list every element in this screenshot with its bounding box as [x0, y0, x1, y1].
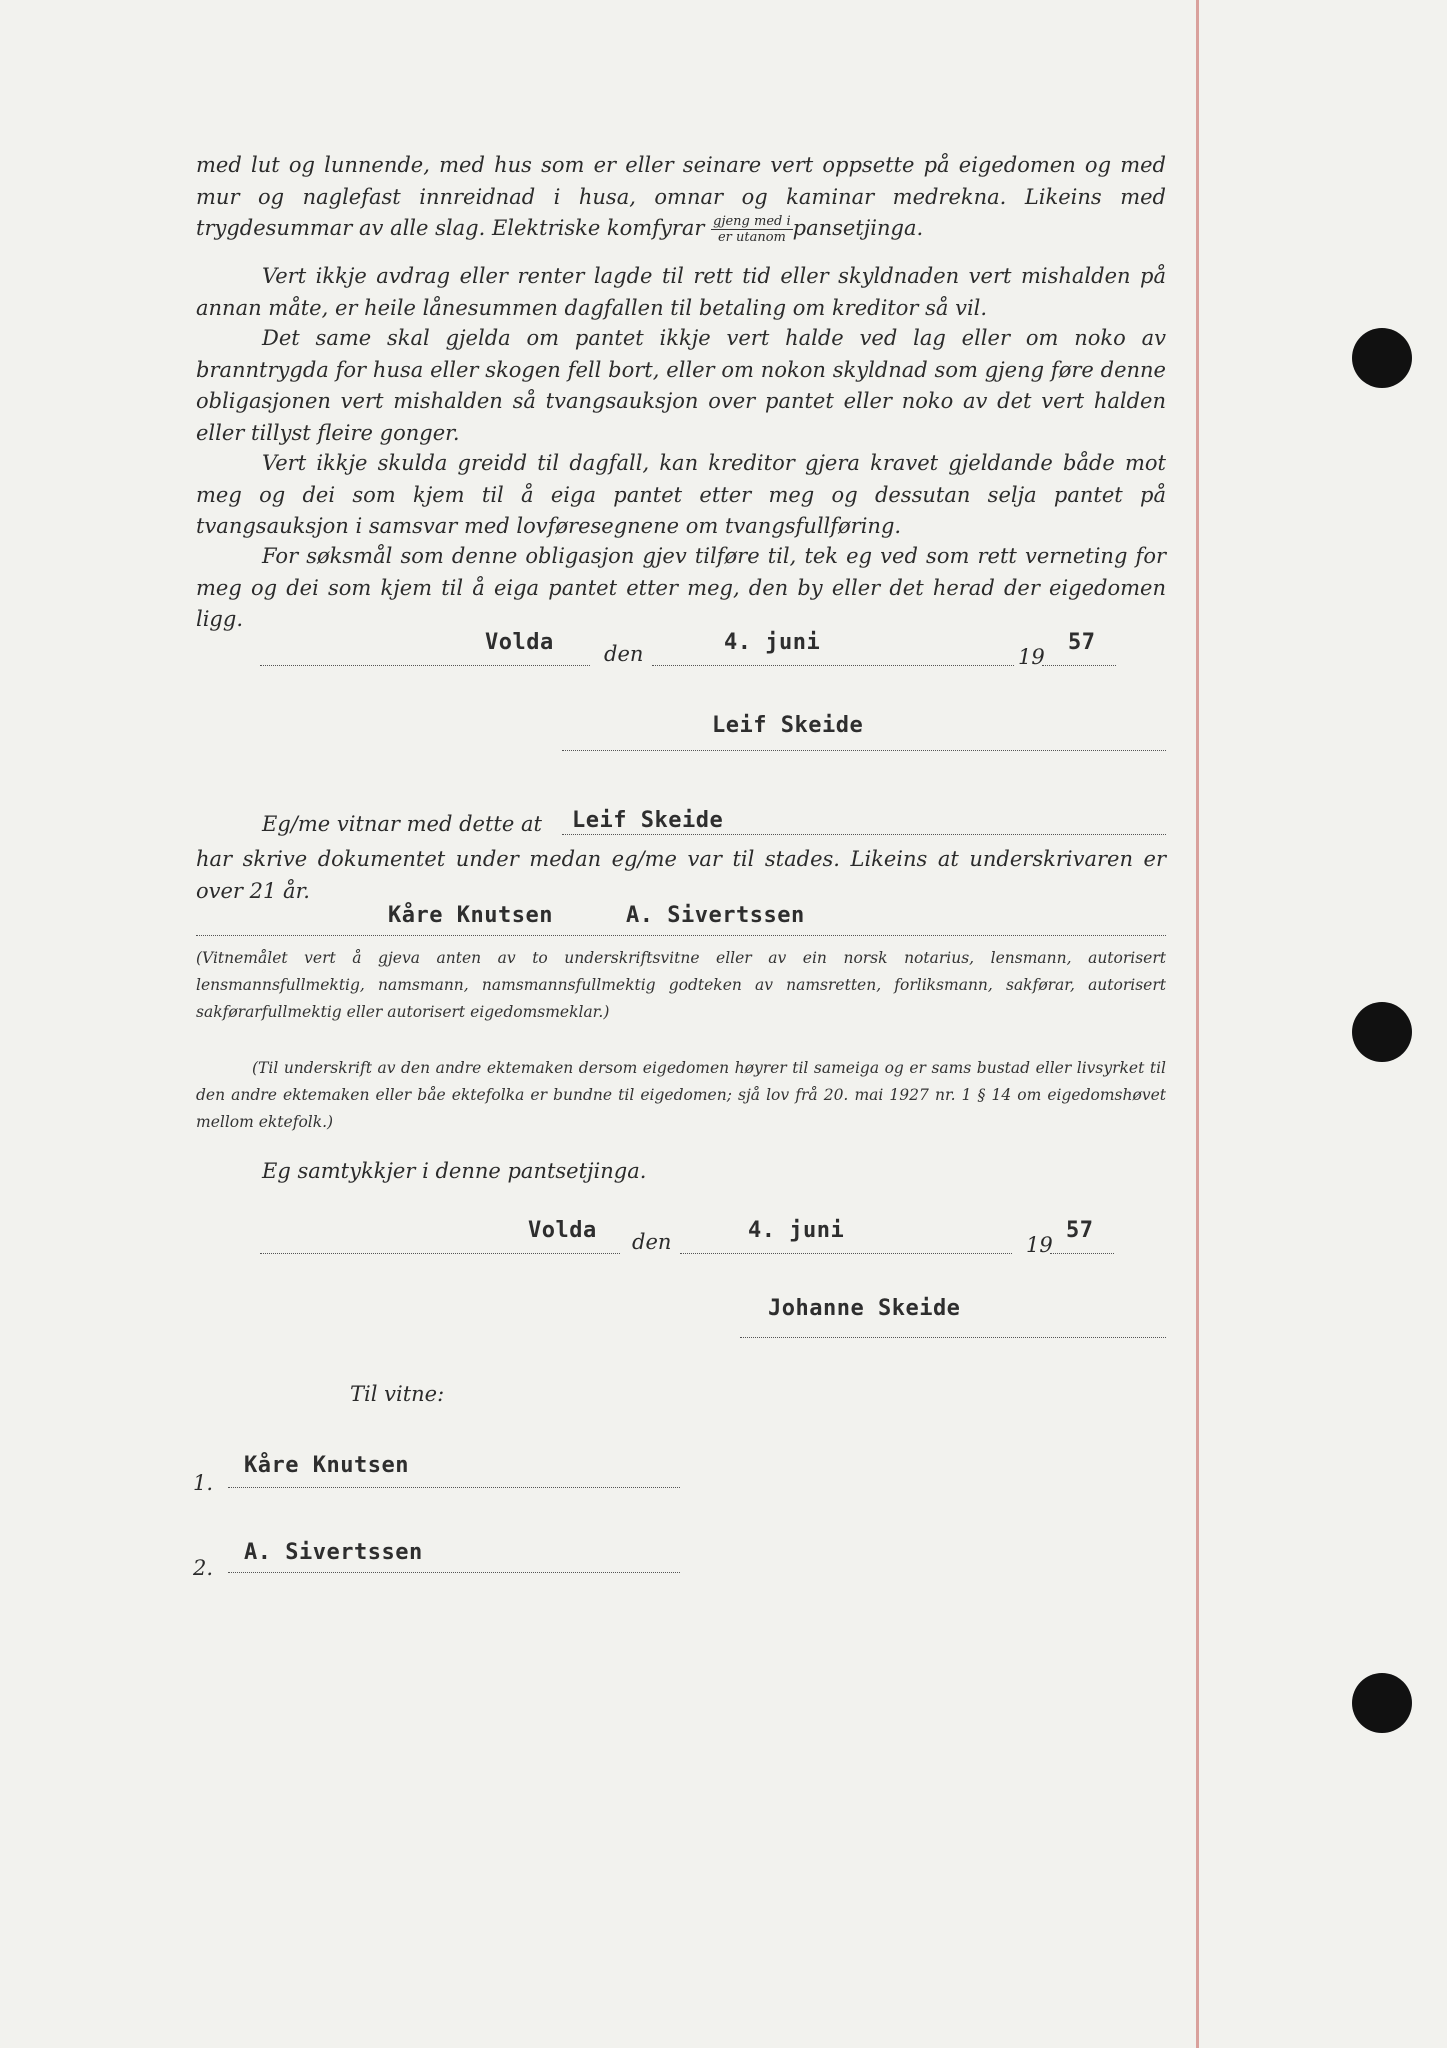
punch-hole-icon: [1352, 1002, 1412, 1062]
year-value: 57: [1068, 630, 1096, 655]
paragraph-insurance: Det same skal gjelda om pantet ikkje vert halde ved lag eller om noko av branntrygda for husa eller skogen fell bort, eller om nokon skyldnad som gjeng føre denne obligasjonen vert mishalden så tvangsauksjon over pantet eller noko av det vert halden eller tillyst fleire gonger.: [196, 326, 1166, 445]
witness-number-1: 1.: [193, 1471, 214, 1495]
fraction-bottom: er utanom: [717, 230, 786, 245]
witness-intro: Eg/me vitnar med dette at: [262, 812, 542, 836]
witness-number-2: 2.: [193, 1556, 214, 1580]
date-line: [680, 1253, 1012, 1254]
final-witness-2: A. Sivertssen: [244, 1540, 423, 1565]
year-line: [1042, 665, 1116, 666]
den-label: den: [632, 1230, 672, 1254]
paragraph-jurisdiction: For søksmål som denne obligasjon gjev tilføre til, tek eg ved som rett verneting for meg og dei som kjem til å eiga pantet etter meg, den by eller det herad der eigedomen ligg.: [196, 544, 1166, 631]
witness-signature-1: Kåre Knutsen: [388, 903, 553, 928]
year-prefix: 19: [1018, 645, 1045, 669]
red-margin-line: [1196, 0, 1199, 2048]
date-value: 4. juni: [724, 630, 821, 655]
spouse-note: (Til underskrift av den andre ektemaken dersom eigedomen høyrer til sameiga og er sams bustad eller livsyrket til den andre ektemaken eller båe ektefolka er bundne til eigedomen; sjå lov frå 20. mai 1927 nr. 1 § 14 om eigedomshøvet mellom ektefolk.): [196, 1059, 1166, 1131]
paragraph-enforcement: Vert ikkje skulda greidd til dagfall, kan kreditor gjera kravet gjeldande både mot meg og dei som kjem til å eiga pantet etter meg og dessutan selja pantet på tvangsauksjon i samsvar med lovføresegnene om tvangsfullføring.: [196, 451, 1166, 538]
punch-hole-icon: [1352, 1673, 1412, 1733]
date-line: [652, 665, 1014, 666]
paragraph-default: Vert ikkje avdrag eller renter lagde til rett tid eller skyldnaden vert mishalden på annan måte, er heile lånesummen dagfallen til betaling om kreditor så vil.: [196, 264, 1166, 320]
paragraph-text: med lut og lunnende, med hus som er eller seinare vert oppsette på eigedomen og med mur og naglefast innreidnad i husa, omnar og kaminar medrekna. Likeins med trygdesummar av alle slag. Elektriske komfyrar: [196, 153, 1166, 240]
witness-line: [196, 935, 1166, 936]
consent-text: Eg samtykkjer i denne pantsetjinga.: [262, 1159, 647, 1183]
place-value: Volda: [485, 630, 554, 655]
year-line: [1050, 1253, 1114, 1254]
punch-hole-icon: [1352, 328, 1412, 388]
den-label: den: [604, 642, 644, 666]
paragraph-end: pansetjinga.: [792, 216, 924, 240]
place-line: [260, 1253, 620, 1254]
consent-signature-line: [740, 1337, 1166, 1338]
witness-note: (Vitnemålet vert å gjeva anten av to underskriftsvitne eller av ein norsk notarius, lensmann, autorisert lensmannsfullmektig, namsmann, namsmannsfullmektig godteken av namsretten, forliksmann, sakførar, autorisert sakførarfullmektig eller autorisert eigedomsmeklar.): [196, 949, 1166, 1021]
final-witness-line-1: [228, 1487, 680, 1488]
til-vitne-label: Til vitne:: [350, 1382, 445, 1406]
place-line: [260, 665, 590, 666]
date-value: 4. juni: [748, 1218, 845, 1243]
place-value: Volda: [528, 1218, 597, 1243]
witness-signature-2: A. Sivertssen: [626, 903, 805, 928]
fraction-top: gjeng med i: [713, 214, 791, 229]
final-witness-1: Kåre Knutsen: [244, 1453, 409, 1478]
signature-line: [562, 750, 1166, 751]
year-prefix: 19: [1026, 1233, 1053, 1257]
fraction-choice: [711, 214, 793, 245]
consent-signer-name: Johanne Skeide: [768, 1296, 961, 1321]
year-value: 57: [1066, 1218, 1094, 1243]
witness-text: har skrive dokumentet under medan eg/me var til stades. Likeins at underskrivaren er over 21 år.: [196, 847, 1166, 903]
signer-name: Leif Skeide: [712, 713, 864, 738]
witness-subject-line: [562, 834, 1166, 835]
final-witness-line-2: [228, 1572, 680, 1573]
paragraph-pledge-scope: [196, 150, 1166, 245]
witness-subject-name: Leif Skeide: [572, 808, 724, 833]
